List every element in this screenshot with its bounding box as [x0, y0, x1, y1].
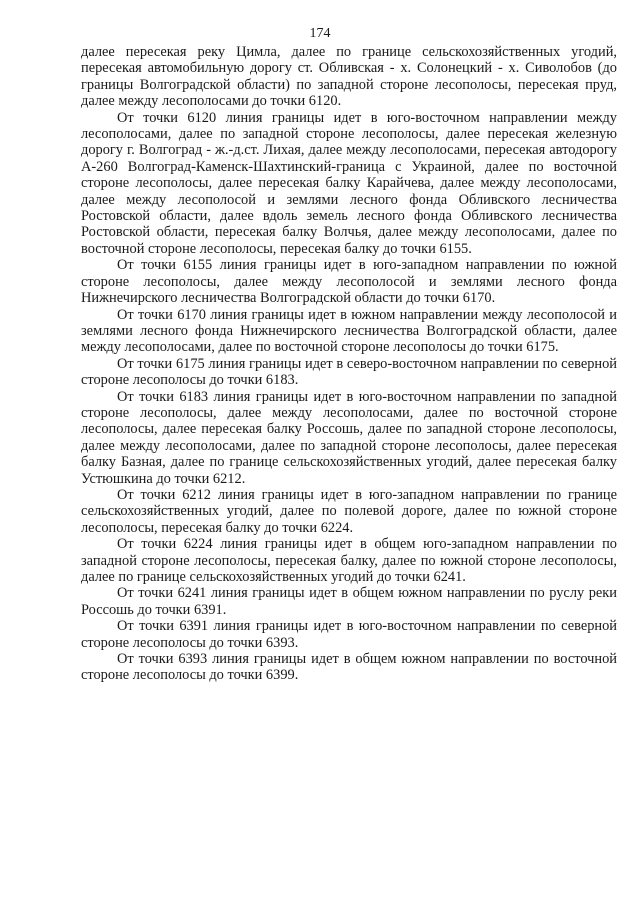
page-number: 174 [309, 26, 331, 41]
paragraph: От точки 6155 линия границы идет в юго-западном направлении по южной стороне лесополосы, далее между лесополосой и землями лесного фонда Нижнечирского лесничества Волгоградской области до точки 6170. [81, 257, 617, 307]
paragraph: От точки 6120 линия границы идет в юго-восточном направлении между лесополосами, далее по западной стороне лесополосы, далее пересекая железную дорогу г. Волгоград - ж.-д.ст. Лихая, далее между лесополосами, пересекая автодорогу А-260 Волгоград-Каменск-Шахтинский-граница с Украиной, далее по восточной стороне лесополосы, далее пересекая балку Карайчева, далее между лесополосами, далее между лесополосой и землями лесного фонда Обливского лесничества Ростовской области, далее вдоль земель лесного фонда Обливского лесничества Ростовской области, пересекая балку Волчья, далее между лесополосами, далее по восточной стороне лесополосы, пересекая балку до точки 6155. [81, 109, 617, 257]
paragraph: От точки 6224 линия границы идет в общем юго-западном направлении по западной стороне лесополосы, пересекая балку, далее по южной стороне лесополосы, далее по границе сельскохозяйственных угодий до точки 6241. [81, 536, 617, 585]
paragraph: От точки 6212 линия границы идет в юго-западном направлении по границе сельскохозяйственных угодий, далее по полевой дороге, далее по южной стороне лесополосы, пересекая балку до точки 6224. [81, 486, 617, 536]
paragraph: От точки 6393 линия границы идет в общем южном направлении по восточной стороне лесополосы до точки 6399. [81, 651, 617, 684]
document-body [81, 44, 617, 684]
paragraph: От точки 6170 линия границы идет в южном направлении между лесополосой и землями лесного фонда Нижнечирского лесничества Волгоградской области, далее между лесополосами, далее по восточной стороне лесополосы до точки 6175. [81, 306, 617, 356]
paragraph: далее пересекая реку Цимла, далее по границе сельскохозяйственных угодий, пересекая автомобильную дорогу ст. Обливская - х. Солонецкий - х. Сиволобов (до границы Волгоградской области) по западной стороне лесополосы, пересекая пруд, далее между лесополосами до точки 6120. [81, 44, 617, 110]
paragraph: От точки 6391 линия границы идет в юго-восточном направлении по северной стороне лесополосы до точки 6393. [81, 618, 617, 651]
paragraph: От точки 6183 линия границы идет в юго-восточном направлении по западной стороне лесополосы, далее между лесополосами, далее по восточной стороне лесополосы, далее пересекая балку Россошь, далее по западной стороне лесополосы, далее между лесополосами, далее по западной стороне лесополосы, далее пересекая балку Базная, далее по границе сельскохозяйственных угодий, далее пересекая балку Устюшкина до точки 6212. [81, 388, 617, 487]
paragraph: От точки 6241 линия границы идет в общем южном направлении по руслу реки Россошь до точки 6391. [81, 585, 617, 618]
paragraph: От точки 6175 линия границы идет в северо-восточном направлении по северной стороне лесополосы до точки 6183. [81, 355, 617, 389]
